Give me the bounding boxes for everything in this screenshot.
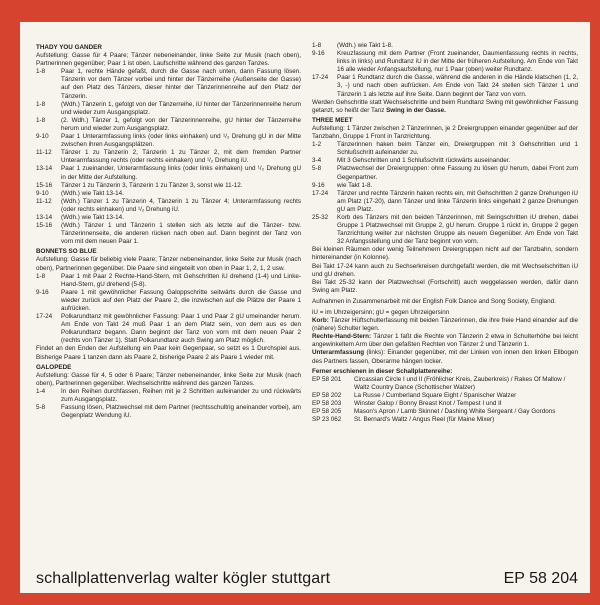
definition xyxy=(312,349,578,365)
step-text: Tänzer 1 zu Tänzerin 2, Tänzerin 1 zu Tänzer 2, mit dem fremden Partner Unterarmfassung rechts (oder rechts einhaken) und ¹/₂ Drehung iU. xyxy=(61,149,301,165)
step-row xyxy=(36,68,301,100)
step-row xyxy=(312,157,578,165)
step-row xyxy=(312,42,578,50)
step-list xyxy=(312,141,578,246)
step-text: Korb des Tänzers mit den beiden Tänzerinnen, mit Swingschritten iU drehen, dabei Gruppe 1 Platzwechsel mit Gruppe 2, gU herum. Gruppe 1 rückt in, Gruppe 2 gegen Tanzrichtung weiter zur nächsten Gruppe als neuem Gegenüber. Am Ende von Takt 32 Anfangsstellung und der Tanz beginnt von vorn. xyxy=(337,213,578,246)
note: Bei kleinen Räumen oder wenig Teilnehmern Dreiergruppen nicht auf der Tanzbahn, sondern hintereinander (in Kolonne). xyxy=(312,246,578,262)
step-text: Fassung lösen, Platzwechsel mit dem Partner (rechtsschultrig aneinander vorbei), am Gegenplatz Wendung iU. xyxy=(61,404,301,420)
definition-term: Unterarmfassung xyxy=(312,349,365,357)
step-text: (Wdh.) Tänzerin 1, gefolgt von der Tänzerreihe, iU hinter der Tänzerinnenreihe herum und wieder zum Ausgangsplatz. xyxy=(61,100,301,116)
step-row xyxy=(36,101,301,117)
step-text: (Wdh.) wie Takt 13-14. xyxy=(61,189,124,197)
step-text: Tänzer und rechte Tänzerin haken rechts ein, mit Gehschritten 2 ganze Drehungen iU am Platz (17-20), dann Tänzer und linke Tänzerin links eingehakt 2 ganze Drehungen gU am Platz. xyxy=(337,189,578,213)
abbreviation-legend: iU = im Uhrzeigersinn; gU = gegen Uhrzeigersinn xyxy=(312,309,450,316)
step-label: 1-8 xyxy=(36,100,46,108)
step-label: 5-8 xyxy=(312,165,322,173)
step-text: wie Takt 1-8. xyxy=(337,181,373,189)
record-number: EP 58 205 xyxy=(312,408,342,416)
record-number: SP 23 062 xyxy=(312,416,342,424)
section-intro: Aufstellung: 1 Tänzer zwischen 2 Tänzerinnen, je 2 Dreiergruppen einander gegenüber auf der Tanzbahn, Gruppe 1 Front in Tanzrichtung. xyxy=(312,124,578,141)
definition-text: Tänzer 1 faßt die Rechte von Tänzerin 2 etwa in Schulterhöhe bei leicht angewinkeltem Arm über den gefaßten Rechten von Tänzer 2 und Tänzerin 1. xyxy=(312,333,578,349)
definition-term: Rechte-Hand-Stern: xyxy=(312,333,372,341)
section-intro: Aufstellung: Gasse für 4, 5 oder 6 Paare; Tänzer nebeneinander, linke Seite zur Musik (nach oben), Partnerinnen gegenüber. Wechselschritte während des ganzen Tanzes. xyxy=(36,371,301,387)
step-text: (Wdh.) wie Takt 1-8. xyxy=(337,42,393,49)
step-row xyxy=(36,149,301,165)
step-label: 1-8 xyxy=(312,42,322,49)
step-text: Kreuzfassung mit dem Partner (Front zueinander, Daumenfassung rechts in rechts, links in links) und Rundtanz iU in der Mitte der früheren Aufstellung. Am Ende von Takt 16 alle wieder Anfangsaufstellung, nur 1 Paar (oben) weiter Rundtanz. xyxy=(337,50,578,74)
step-row xyxy=(36,313,301,345)
step-row xyxy=(312,190,578,214)
step-text: Platzwechsel der Dreiergruppen: ohne Fassung zu lösen gU herum, dabei Front zum Gegenpartner. xyxy=(337,165,578,181)
step-row xyxy=(312,50,578,74)
section-intro: Aufstellung: Gasse für beliebig viele Paare; Tänzer nebeneinander, linke Seite zur Musik (nach oben), Partnerinnen gegenüber. Die Paare sind eingeteilt von oben in Paar 1, 2, 1, 2 usw. xyxy=(36,256,301,272)
step-label: 9-10 xyxy=(36,189,49,197)
record-row xyxy=(312,408,578,416)
step-text: Paar 1 mit Paar 2 Rechte-Hand-Stern, mit Gehschritten iU drehend (1-4) und Linke-Hand-Stern, gU drehend (5-8). xyxy=(61,272,301,288)
record-titles: Mason's Apron / Lamb Skinnet / Dashing White Sergeant / Gay Gordons xyxy=(354,408,556,416)
step-row xyxy=(36,133,301,149)
note: Bei Takt 25-32 kann der Platzwechsel (Fortschritt) auch weggelassen werden, dafür dann Swing am Platz. xyxy=(312,278,578,294)
step-text: In den Reihen durchfassen, Reihen mit je 2 Schritten aufeinander zu und rückwärts zum Ausgangsplatz. xyxy=(61,387,301,404)
definition xyxy=(312,317,578,333)
catalog-number: EP 58 204 xyxy=(503,570,578,587)
dance-name-emphasis: Swing in der Gasse. xyxy=(386,106,446,114)
step-text: Tänzer 1 zu Tänzerin 3, Tänzerin 1 zu Tänzer 3, sonst wie 11-12. xyxy=(61,181,243,189)
step-list xyxy=(36,388,301,420)
step-row xyxy=(36,388,301,404)
step-row xyxy=(36,214,301,222)
section-outro xyxy=(312,99,578,115)
note: Bei Takt 17-24 kann auch zu Sechserkreisen durchgefaßt werden, die mit Wechselschritten iU und gU drehen. xyxy=(312,262,578,278)
record-row xyxy=(312,416,578,424)
record-row xyxy=(312,400,578,408)
record-number: EP 58 201 xyxy=(312,375,342,383)
step-label: 1-8 xyxy=(36,68,46,76)
section-title: BONNETS SO BLUE xyxy=(36,248,97,256)
step-row xyxy=(36,404,301,420)
record-titles: La Russe / Cumberland Square Eight / Spanischer Walzer xyxy=(354,391,517,399)
record-list xyxy=(312,376,578,425)
record-titles: St. Bernard's Waltz / Angus Reel (für Maine Mixer) xyxy=(354,416,495,424)
step-list xyxy=(36,273,301,346)
step-row xyxy=(36,289,301,313)
record-row xyxy=(312,376,578,392)
red-border-bottom xyxy=(0,593,600,605)
section-title: THREE MEET xyxy=(312,116,353,124)
step-label: 1-8 xyxy=(36,272,46,280)
section-intro: Aufstellung: Gasse für 4 Paare; Tänzer nebeneinander, linke Seite zur Musik (nach oben), Partnerinnen gegenüber; Paar 1 ist oben. Laufschritte während des ganzen Tanzes. xyxy=(36,52,301,68)
step-label: 9-16 xyxy=(312,181,325,189)
record-number: EP 58 202 xyxy=(312,391,342,399)
step-text: Paar 1 Rundtanz durch die Gasse, während die anderen in die Hände klatschen (1, 2, 3, -) und nach oben aufrücken. Am Ende von Takt 24 stellen sich Tänzer 1 und Tänzerin 1 als letzte auf ihre Seite. Dann beginnt der Tanz von vorn. xyxy=(337,74,578,98)
red-border-right xyxy=(590,0,600,605)
step-text: Paar 1 zueinander, Unterarmfassung links (oder links einhaken) und ¹/₂ Drehung gU in der Mitte der Aufstellung. xyxy=(61,165,301,181)
step-row xyxy=(312,165,578,181)
step-text: Polkarundtanz mit gewöhnlicher Fassung: Paar 1 und Paar 2 gU umeinander herum. Am Ende von Takt 24 muß Paar 1 an dem Platz sein, von dem aus es den Polkarundtanz begann. Dann beginnt der Tanz von vorn mit dem neuen Paar 2 (rechts von Tänzer 1). Statt Polkarundtanz auch Swing am Platz möglich. xyxy=(61,313,301,345)
step-label: 1-8 xyxy=(36,116,46,124)
step-text: (Wdh.) Tänzer 1 zu Tänzerin 4, Tänzerin 1 zu Tänzer 4; Unterarmfassung rechts (oder rechts einhaken) und ¹/₂ Drehung iU. xyxy=(61,197,301,213)
step-label: 25-32 xyxy=(312,213,329,221)
record-row xyxy=(312,392,578,400)
right-column xyxy=(312,42,578,424)
step-list xyxy=(36,68,301,246)
step-row xyxy=(36,273,301,289)
definition-text: (links): Einander gegenüber, mit der Linken von innen den linken Ellbogen des Partners fassen, Oberarme hängen locker. xyxy=(312,349,578,365)
record-titles: Circassian Circle I und II (Fröhlicher Kreis, Zauberkreis) / Rakes Of Mallow / Waltz Country Dance (Schottischer Walzer) xyxy=(354,375,566,391)
step-label: 3-4 xyxy=(312,157,322,165)
step-list xyxy=(312,42,578,99)
left-column xyxy=(36,42,301,420)
step-label: 13-14 xyxy=(36,165,53,173)
step-label: 15-16 xyxy=(36,181,53,189)
step-label: 15-16 xyxy=(36,222,53,230)
step-text: (2. Wdh.) Tänzer 1, gefolgt von der Tänzerinnenreihe, gU hinter der Tänzerreihe herum und wieder zum Ausgangsplatz. xyxy=(61,116,301,132)
definition xyxy=(312,333,578,349)
step-label: 11-12 xyxy=(36,197,52,205)
record-number: EP 58 203 xyxy=(312,400,342,408)
step-text: Paar 1, rechte Hände gefaßt, durch die Gasse nach unten, dann Fassung lösen. Tänzerin vor dem Tänzer vorbei und hinter der Tänzerreihe (Außenseite der Gasse) auf den Platz des Tänzers, dieser hinter der Tänzerinnenreihe auf den Platz der Tänzerin. xyxy=(61,68,301,100)
section-title: THADY YOU GANDER xyxy=(36,44,102,51)
step-label: 1-2 xyxy=(312,141,322,149)
section-outro: Findet an den Enden der Aufstellung ein Paar kein Gegenpaar, so setzt es 1 Durchspiel aus. Bisherige Paare 1 tanzen dann als Paare 2, bisherige Paare 2 als Paare 1 wieder mit. xyxy=(36,345,301,361)
step-row xyxy=(312,74,578,98)
step-text: Paare 1 mit gewöhnlicher Fassung Galoppschritte seitwärts durch die Gasse und wieder zurück auf den Platz der Paare 2, die inzwischen auf die Plätze der Paare 1 aufrücken. xyxy=(61,288,301,312)
step-label: 17-24 xyxy=(312,189,329,197)
step-label: 9-10 xyxy=(36,133,49,141)
red-border-left xyxy=(0,0,20,605)
step-row xyxy=(36,182,301,190)
step-label: 13-14 xyxy=(36,213,53,221)
section-title: GALOPEDE xyxy=(36,363,72,371)
definition-text: Tänzer Hüftschulterfassung mit beiden Tänzerinnen, die ihre freie Hand einander auf die (nähere) Schulter legen. xyxy=(312,317,578,333)
credit-text: Aufnahmen in Zusammenarbeit mit der English Folk Dance and Song Society, England. xyxy=(312,297,556,305)
step-label: 5-8 xyxy=(36,404,46,412)
step-row xyxy=(36,190,301,198)
section-title: Ferner erschienen in dieser Schallplattenreihe: xyxy=(312,367,453,375)
step-text: (Wdh.) wie Takt 13-14. xyxy=(61,213,124,221)
publisher-name: schallplattenverlag walter kögler stuttgart xyxy=(36,570,331,587)
step-label: 17-24 xyxy=(36,313,53,321)
outro-text: Werden Gehschritte statt Wechselschritte und beim Rundtanz Swing mit gewöhnlicher Fassung getanzt, so heißt der Tanz xyxy=(312,98,578,114)
step-row xyxy=(312,182,578,190)
step-label: 9-16 xyxy=(36,288,49,296)
step-row xyxy=(36,165,301,181)
step-text: Tänzerinnen haken beim Tänzer ein, Dreiergruppen mit 3 Gehschritten und 1 Schlußschritt aufeinander zu. xyxy=(337,141,578,157)
step-text: (Wdh.) Tänzer 1 und Tänzerin 1 stellen sich als letzte auf die Tänzer- bzw. Tänzerinnenseite, die anderen rücken nach oben auf. Dann beginnt der Tanz von vorn mit dem neuen Paar 1. xyxy=(61,222,301,246)
step-row xyxy=(36,117,301,133)
step-label: 1-4 xyxy=(36,387,46,395)
step-label: 11-12 xyxy=(36,149,52,157)
step-row xyxy=(36,222,301,246)
red-border-top xyxy=(0,0,600,22)
step-text: Mit 3 Gehschritten und 1 Schlußschritt rückwärts auseinander. xyxy=(337,157,511,165)
step-row xyxy=(312,141,578,157)
step-label: 9-16 xyxy=(312,50,325,58)
step-row xyxy=(312,214,578,246)
step-label: 17-24 xyxy=(312,74,329,82)
record-titles: Winster Galop / Bonny Breast Knot / Tempest I und II xyxy=(354,400,502,408)
step-text: Paar 1 Unterarmfassung links (oder links einhaken) und ¹/₂ Drehung gU in der Mitte zwischen ihren Ausgangsplätzen. xyxy=(61,133,301,149)
definition-term: Korb: xyxy=(312,317,329,325)
step-row xyxy=(36,198,301,214)
